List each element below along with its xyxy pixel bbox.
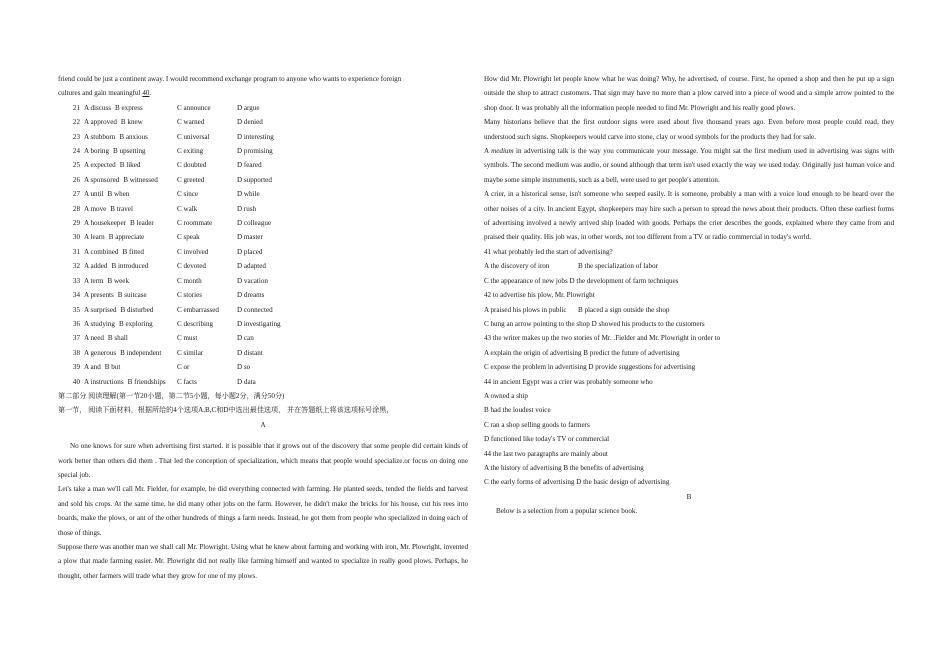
option-c: C facts — [177, 377, 197, 386]
option-b: B express — [115, 103, 143, 112]
question-number: 23 — [72, 132, 80, 141]
option-a: A boring — [84, 147, 110, 156]
option-c: C or — [177, 363, 190, 372]
passage-b-label: B — [686, 492, 692, 501]
option-a: A move — [84, 204, 107, 213]
option-c: C month — [177, 276, 202, 285]
question-42-options-cd: C hung an arrow pointing to the shop D showed his products to the customers — [484, 319, 705, 328]
question-number: 26 — [72, 175, 80, 184]
option-c: C speak — [177, 233, 200, 242]
option-b: B independent — [120, 348, 162, 357]
left-column — [58, 72, 468, 583]
option-b: B anxious — [119, 132, 148, 141]
passage-a-para-6: A medium in advertising talk is the way you communicate your message. You might sat the first medium used in advertising was signs with symbols. The second medium was audio, or sound although that term isn't used exactly the way we used today. Originally just human voice and maybe some simple instruments, such as a bell, were used to get people's attention. — [484, 147, 894, 184]
part2-section-instruction: 第一节， 阅读下面材料，根据所给的4个选项A,B,C和D中选出最佳选项， 并在答题纸上将该选项标号涂黑， — [58, 406, 394, 415]
option-c: C announce — [177, 103, 211, 112]
passage-a-para-1: No one knows for sure when advertising first started. it is possible that it grows out of the discovery that some people did certain kinds of work better than others did them . That led the conception of specialization, which means that people would specialize.or focus on doing one special job. — [58, 442, 468, 479]
cloze-option-row — [58, 216, 468, 230]
option-c: C doubted — [177, 161, 207, 170]
question-number: 25 — [72, 161, 80, 170]
option-d: D dreams — [237, 291, 265, 300]
cloze-option-row — [58, 288, 468, 302]
option-d: D can — [237, 334, 254, 343]
question-44a: 44 in ancient Egypt was a crier was probably someone who — [484, 377, 653, 386]
part2-heading: 第二部分 阅读理解(第一节20小题，第二节5小题，每小题2分，满分50分) — [58, 391, 285, 400]
option-a: A added — [84, 262, 108, 271]
cloze-option-row — [58, 101, 468, 115]
question-43-options-cd: C expose the problem in advertising D provide suggestions for advertising — [484, 363, 696, 372]
cloze-option-row — [58, 115, 468, 129]
question-43-options-ab: A explain the origin of advertising B predict the future of advertising — [484, 348, 680, 357]
cloze-option-row — [58, 158, 468, 172]
passage-b-intro: Below is a selection from a popular science book. — [496, 507, 638, 516]
question-43: 43 the writer makes up the two stories of Mr. .Fielder and Mr. Plowright in order to — [484, 334, 721, 343]
option-d: D distant — [237, 348, 263, 357]
question-42: 42 to advertise his plow, Mr. Plowright — [484, 291, 595, 300]
question-41: 41 what probably led the start of advertising? — [484, 247, 613, 256]
option-c: C universal — [177, 132, 210, 141]
option-b: B when — [107, 190, 130, 199]
option-c: C describing — [177, 319, 214, 328]
question-number: 37 — [72, 334, 80, 343]
option-a: A generous — [84, 348, 117, 357]
option-b: B appreciate — [108, 233, 145, 242]
option-c: C walk — [177, 204, 198, 213]
option-b: B week — [107, 276, 129, 285]
option-c: C devoted — [177, 262, 206, 271]
option-d: D master — [237, 233, 263, 242]
option-a: A stubborn — [84, 132, 116, 141]
option-d: D adapted — [237, 262, 266, 271]
option-d: D placed — [237, 247, 263, 256]
option-b: B but — [104, 363, 121, 372]
question-44b-options-ab: A the history of advertising B the benefits of advertising — [484, 463, 644, 472]
option-c: C warned — [177, 118, 205, 127]
cloze-option-row — [58, 346, 468, 360]
cloze-option-row — [58, 130, 468, 144]
option-a: A need — [84, 334, 104, 343]
cloze-option-row — [58, 230, 468, 244]
right-column — [484, 72, 894, 519]
option-a: A until — [84, 190, 104, 199]
passage-a-para-4: How did Mr. Plowright let people know what he was doing? Why, he advertised, of course. First, he opened a shop and then he put up a sign outside the shop to attract customers. That sign may have no more than a plow carved into a piece of wood and a simple arrow pointed to the shop door. It was probably all the information people needed to find Mr. Plowright and his really good plows. — [484, 75, 894, 112]
cloze-option-row — [58, 187, 468, 201]
option-d: D data — [237, 377, 256, 386]
question-number: 22 — [72, 118, 80, 127]
option-b: B fitted — [122, 247, 144, 256]
option-d: D interesting — [237, 132, 274, 141]
question-number: 32 — [72, 262, 80, 271]
question-44a-option-b: B had the loudest voice — [484, 406, 551, 415]
option-a: A approved — [84, 118, 117, 127]
option-b: B leader — [129, 219, 154, 228]
question-number: 30 — [72, 233, 80, 242]
option-b: B introduced — [111, 262, 149, 271]
passage-a-label: A — [260, 420, 266, 429]
option-d: D connected — [237, 305, 273, 314]
cloze-option-row — [58, 375, 468, 389]
option-a: A term — [84, 276, 104, 285]
question-number: 24 — [72, 147, 80, 156]
question-number: 34 — [72, 291, 80, 300]
option-a: A and — [84, 363, 101, 372]
option-c: C similar — [177, 348, 204, 357]
option-a: A surprised — [84, 305, 117, 314]
question-42-options-ab: A praised his plows in public B placed a sign outside the shop — [484, 305, 670, 314]
passage-a-para-5: Many historians believe that the first outdoor signs were used about five thousand years ago. Even before most people could read, they understood such signs. Shopkeepers would carve into stone, clay or wood symbols for the products they had for sale. — [484, 118, 894, 141]
cloze-option-row — [58, 144, 468, 158]
passage-a-para-2: Let's take a man we'll call Mr. Fielder, for example, he did everything connected with farming. He planted seeds, tended the fields and harvest and sold his crops. At the same time, he did many other jobs on the farm. However, he didn't make the bricks for his house, cut his rees into boards, make the plows, or ant of the other hundreds of things a farm needs. Instead, he got them from people who specialized in doing each of those of things. — [58, 485, 468, 537]
option-a: A combined — [84, 247, 119, 256]
passage-a-para-3: Suppose there was another man we shall call Mr. Plowright. Using what he knew about farming and working with iron, Mr. Plowright, invented a plow that made farming easier. Mr. Plowright did not really like farming himself and wanted to specialize in really good plows. Perhaps, he thought, other farmers will trade what they grow for one of my plows. — [58, 543, 468, 580]
option-a: A housekeeper — [84, 219, 126, 228]
question-44a-option-a: A owned a ship — [484, 391, 528, 400]
option-b: B friendships — [127, 377, 166, 386]
question-number: 40 — [72, 377, 80, 386]
option-b: B suitcase — [117, 291, 147, 300]
question-41-options-ab: A the discovery of iron B the specialization of labor — [484, 262, 658, 271]
cloze-option-row — [58, 360, 468, 374]
option-d: D supported — [237, 175, 272, 184]
option-d: D denied — [237, 118, 263, 127]
cloze-option-row — [58, 259, 468, 273]
question-number: 38 — [72, 348, 80, 357]
option-d: D promising — [237, 147, 273, 156]
medium-term: medium — [491, 147, 514, 156]
option-d: D rush — [237, 204, 257, 213]
question-number: 21 — [72, 103, 80, 112]
cloze-option-row — [58, 173, 468, 187]
option-c: C stories — [177, 291, 203, 300]
option-c: C involved — [177, 247, 209, 256]
option-a: A discuss — [84, 103, 111, 112]
option-a: A expected — [84, 161, 116, 170]
option-d: D while — [237, 190, 260, 199]
cloze-option-row — [58, 317, 468, 331]
blank-40: 40 — [142, 89, 150, 98]
option-b: B knew — [120, 118, 143, 127]
passage-a-para-7: A crier, in a historical sense, isn't someone who seeped easily. It is someone, probably a man with a voice loud enough to be heard over the other noises of a city. In ancient Egypt, shopkeepers may hire such a person to spread the news about their products. Often these earliest forms of advertising involved a newly arrived ship loaded with goods. Perhaps the crier describes the goods, explained where they came from and praised their quality. His job was, in other words, not too different from a TV or radio commercial in today's world. — [484, 190, 894, 242]
cloze-option-row — [58, 303, 468, 317]
question-44a-option-d: D functioned like today's TV or commercial — [484, 435, 610, 444]
question-44a-option-c: C ran a shop selling goods to farmers — [484, 420, 590, 429]
intro-line-2: cultures and gain meaningful 40. — [58, 89, 152, 98]
cloze-option-row — [58, 331, 468, 345]
option-b: B liked — [119, 161, 141, 170]
intro-line-1: friend could be just a continent away. I would recommend exchange program to anyone who wants to experience foreign — [58, 75, 402, 83]
option-a: A presents — [84, 291, 114, 300]
option-d: D feared — [237, 161, 262, 170]
option-b: B witnessed — [123, 175, 158, 184]
option-c: C exiting — [177, 147, 204, 156]
option-c: C since — [177, 190, 199, 199]
question-44b: 44 the last two paragraphs are mainly about — [484, 449, 608, 458]
option-c: C must — [177, 334, 198, 343]
option-d: D argue — [237, 103, 260, 112]
option-d: D vacation — [237, 276, 268, 285]
option-b: B exploring — [118, 319, 153, 328]
question-number: 36 — [72, 319, 80, 328]
cloze-option-row — [58, 245, 468, 259]
question-number: 29 — [72, 219, 80, 228]
cloze-option-row — [58, 274, 468, 288]
option-d: D investigating — [237, 319, 281, 328]
option-c: C embarrassed — [177, 305, 219, 314]
option-a: A sponsored — [84, 175, 120, 184]
question-number: 39 — [72, 363, 80, 372]
option-a: A studying — [84, 319, 115, 328]
cloze-option-row — [58, 202, 468, 216]
option-a: A learn — [84, 233, 105, 242]
question-number: 28 — [72, 204, 80, 213]
option-a: A instructions — [84, 377, 124, 386]
option-b: B disturbed — [120, 305, 154, 314]
question-41-options-cd: C the appearance of new jobs D the development of farm techniques — [484, 276, 679, 285]
option-d: D so — [237, 363, 251, 372]
option-c: C roommate — [177, 219, 213, 228]
question-44b-options-cd: C the early forms of advertising D the basic design of advertising — [484, 478, 670, 487]
option-c: C greeted — [177, 175, 205, 184]
question-number: 33 — [72, 276, 80, 285]
question-number: 35 — [72, 305, 80, 314]
option-b: B upsetting — [113, 147, 146, 156]
option-b: B travel — [110, 204, 133, 213]
question-number: 27 — [72, 190, 80, 199]
option-b: B shall — [107, 334, 128, 343]
question-number: 31 — [72, 247, 80, 256]
cloze-options-list — [58, 101, 468, 389]
option-d: D colleague — [237, 219, 272, 228]
